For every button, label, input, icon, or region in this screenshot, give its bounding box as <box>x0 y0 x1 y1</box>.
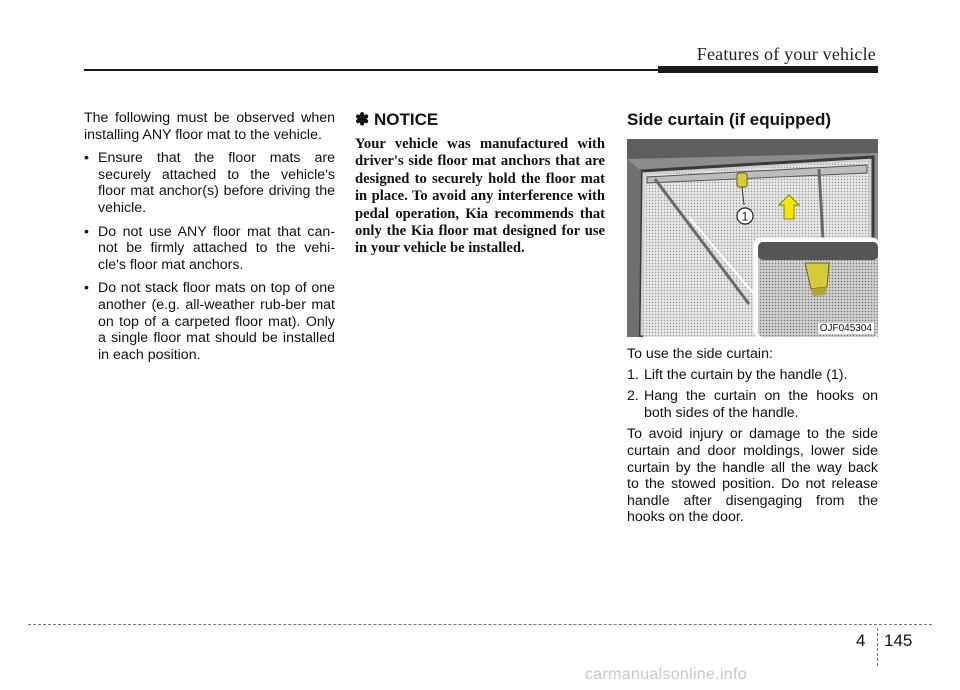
notice-box <box>355 110 605 258</box>
watermark: carmanualsonline.info <box>585 666 747 683</box>
step-item: 1. Lift the curtain by the handle (1). <box>627 366 848 383</box>
notice-title: ✽ NOTICE <box>355 110 439 129</box>
closing-paragraph: To avoid injury or damage to the side curtain and door moldings, lower side curtain by the handle all the way back to the stowed position. Do not release handle after disengaging from the hooks on the door. <box>627 426 878 526</box>
figure-caption: OJF045304 <box>819 323 872 334</box>
bullet-item: • Ensure that the floor mats are securely attached to the vehicle's floor mat anchor(s) before driving the vehicle. <box>84 150 335 216</box>
section-heading-wrap <box>627 110 878 130</box>
section-title: Side curtain (if equipped) <box>627 110 832 129</box>
footer-rule <box>28 624 932 625</box>
bullet-item: • Do not use ANY floor mat that can-not be firmly attached to the vehi-cle's floor mat anchors. <box>84 223 335 273</box>
page-number: 145 <box>884 631 913 650</box>
bullet-mark: • <box>84 280 89 297</box>
notice-text: Your vehicle was manufactured with driver's side floor mat anchors that are designed to securely hold the floor mat in place. To avoid any interference with pedal operation, Kia recommends that only the Kia floor mat designed for use in your vehicle be installed. <box>355 136 605 257</box>
side-curtain-instructions <box>627 346 878 526</box>
side-curtain-illustration <box>627 139 878 337</box>
running-header: Features of your vehicle <box>696 44 876 64</box>
step-item: 2. Hang the curtain on the hooks on both sides of the handle. <box>627 388 878 421</box>
floor-mat-bullets <box>84 150 335 363</box>
chapter-number: 4 <box>856 631 866 650</box>
bullet-item: • Do not stack floor mats on top of one another (e.g. all-weather rub-ber mat on top of a carpeted floor mat). Only a single floor mat should be installed in each position. <box>84 280 335 363</box>
footer-divider <box>877 628 878 666</box>
intro-paragraph: The following must be observed when installing ANY floor mat to the vehicle. <box>84 110 335 143</box>
column-floor-mat <box>84 110 335 370</box>
bullet-mark: • <box>84 223 89 240</box>
side-curtain-figure <box>627 139 878 337</box>
header-rule-accent <box>658 66 878 73</box>
instructions-lead: To use the side curtain: <box>627 346 773 362</box>
instruction-steps <box>627 367 878 422</box>
callout-label: 1 <box>741 209 749 224</box>
bullet-mark: • <box>84 150 89 167</box>
